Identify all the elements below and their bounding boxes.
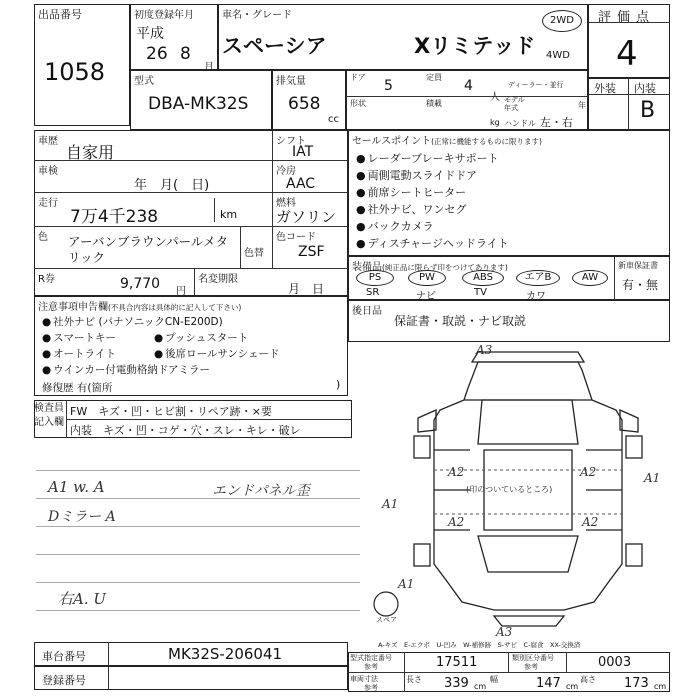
inspector-label: 検査員 記入欄 <box>34 403 64 428</box>
hand-note-4: エンドパネル歪 <box>212 483 310 499</box>
int-value: B <box>640 98 656 123</box>
seats-unit: 人 <box>490 92 500 103</box>
history-value: 自家用 <box>66 143 115 162</box>
color-code-label: 色コード <box>276 232 316 243</box>
height-label: 高さ <box>580 675 596 684</box>
class-no-ref: 参考 <box>524 663 538 671</box>
inspector-row1: FW キズ・凹・ヒビ割・リペア跡・×要 <box>70 405 272 418</box>
score-value: 4 <box>616 34 638 74</box>
equipment-label: 装備品 <box>352 262 382 273</box>
type-value: DBA-MK32S <box>148 94 249 114</box>
sales-point-item: ● レーダーブレーキサポート <box>356 150 509 167</box>
type-no-value: 17511 <box>436 655 478 670</box>
damage-mark: A1 <box>382 497 399 511</box>
equip-airbag: エアB <box>516 270 560 286</box>
sales-points-list <box>356 150 509 252</box>
attachments-value: 保証書・取説・ナビ取説 <box>394 314 527 328</box>
shift-label: シフト <box>276 136 306 147</box>
handle-value: 左・右 <box>540 116 573 129</box>
engine-unit: cc <box>328 114 339 125</box>
doors-label: ドア <box>350 73 366 82</box>
chassis-value: MK32S-206041 <box>168 645 283 663</box>
equip-sr: SR <box>366 287 380 298</box>
color-label: 色 <box>38 232 48 243</box>
equip-tv: TV <box>474 287 487 298</box>
sales-points-label: セールスポイント <box>352 136 432 147</box>
mileage-unit: km <box>220 208 238 221</box>
reg-month: 8 <box>180 44 191 64</box>
ext-label: 外装 <box>594 82 616 95</box>
note-item: ● ウインカー付電動格納ドアミラー <box>42 362 344 378</box>
dealer-label: ディーラー・並行 <box>508 81 564 89</box>
dim-ref: 参考 <box>364 684 378 692</box>
damage-mark: A2 <box>582 515 599 529</box>
reg-year: 26 <box>146 44 168 64</box>
damage-legend: A-キズ E-エクボ U-凹み W-補修跡 S-サビ C-腐食 XX-交換済 <box>378 641 581 649</box>
equip-ps: PS <box>356 270 394 286</box>
dim-label: 車両寸法 <box>350 675 378 683</box>
equip-pw: PW <box>408 270 446 286</box>
recycle-value: 9,770 <box>120 276 161 292</box>
type-no-ref: 参考 <box>364 663 378 671</box>
shape-label: 形状 <box>350 99 366 108</box>
nameplate-label: 名変期限 <box>198 274 238 285</box>
drive-4wd: 4WD <box>546 50 570 61</box>
repair-close-paren: ) <box>336 378 341 391</box>
color-code: ZSF <box>298 244 325 260</box>
registration-label: 登録番号 <box>42 674 86 687</box>
chassis-label: 車台番号 <box>42 650 86 663</box>
model-label: 車名・グレード <box>222 10 292 21</box>
note-item: ● スマートキー <box>42 330 134 346</box>
note-item: ● 後席ロールサンシェード <box>154 346 279 362</box>
hand-note-3: 右A. U <box>58 590 107 608</box>
sales-point-item: ● 両側電動スライドドア <box>356 167 509 184</box>
engine-label: 排気量 <box>276 76 306 87</box>
reg-month-unit: 月 <box>204 62 214 73</box>
damage-mark: A1 <box>644 471 661 485</box>
mileage-value: 7万4千238 <box>70 207 159 227</box>
recycle-unit: 円 <box>176 286 186 297</box>
ac-value: AAC <box>286 176 316 192</box>
inspection-value: 年 月( 日) <box>134 178 210 193</box>
sales-point-item: ● 社外ナビ、ワンセグ <box>356 201 509 218</box>
height-value: 173 <box>624 676 649 691</box>
sales-point-item: ● ディスチャージヘッドライト <box>356 235 509 252</box>
note-item: ● 社外ナビ (パナソニックCN-E200D) <box>42 314 344 330</box>
int-label: 内装 <box>634 82 656 95</box>
damage-mark: A3 <box>476 343 493 357</box>
damage-mark: A3 <box>496 625 513 639</box>
history-label: 車歴 <box>38 136 58 147</box>
equip-abs: ABS <box>462 270 504 286</box>
width-label: 幅 <box>490 675 498 684</box>
equip-aw: AW <box>572 270 608 286</box>
hand-note-2: Dミラー A <box>48 509 116 525</box>
fuel-value: ガソリン <box>276 208 337 226</box>
inspection-label: 車検 <box>38 166 58 177</box>
score-label: 評価点 <box>598 10 656 25</box>
engine-value: 658 <box>288 94 321 114</box>
newcar-label: 新車保証書 <box>618 261 658 270</box>
newcar-value: 有・無 <box>622 278 659 292</box>
hand-note-1: A1 w. A <box>48 478 105 496</box>
sales-point-item: ● 前席シートヒーター <box>356 184 509 201</box>
model-year-label: モデル 年式 <box>504 96 525 112</box>
car-diagram <box>360 340 670 640</box>
notes-note: (不具合内容は具体的に記入して下さい) <box>108 303 242 312</box>
attachments-label: 後日品 <box>352 306 382 317</box>
type-no-label: 型式指定番号 <box>350 654 392 662</box>
note-item: ● プッシュスタート <box>154 330 248 346</box>
sales-point-item: ● バックカメラ <box>356 218 509 235</box>
length-unit: cm <box>474 682 487 691</box>
load-label: 積載 <box>426 99 442 108</box>
handle-label: ハンドル <box>504 119 536 128</box>
notes-label: 注意事項申告欄 <box>38 302 108 313</box>
lot-label: 出品番号 <box>38 8 82 21</box>
notes-list <box>42 314 344 396</box>
damage-mark: A2 <box>448 465 465 479</box>
note-item: ● オートライト <box>42 346 134 362</box>
type-label: 型式 <box>134 76 154 87</box>
damage-mark: A2 <box>448 515 465 529</box>
sales-points-note: (正常に機能するものに限ります) <box>431 137 542 146</box>
height-unit: cm <box>654 682 667 691</box>
repair-history: 修復歴 有(箇所 <box>42 382 113 394</box>
width-unit: cm <box>566 682 579 691</box>
ac-label: 冷房 <box>276 166 296 177</box>
width-value: 147 <box>536 676 561 691</box>
reg-era: 平成 <box>136 26 164 42</box>
drive-2wd: 2WD <box>542 10 582 32</box>
damage-mark: A1 <box>398 577 415 591</box>
equipment-note: (純正品に限らず印をつけてあります) <box>382 263 508 272</box>
color-swap-label: 色替 <box>244 248 264 259</box>
shift-value: IAT <box>292 144 314 160</box>
color-value: アーバンブラウンパールメタリック <box>68 234 229 265</box>
length-label: 長さ <box>406 675 422 684</box>
equip-leather: カワ <box>526 291 546 302</box>
class-no-value: 0003 <box>598 655 632 670</box>
reg-label: 初度登録年月 <box>134 10 194 21</box>
doors-value: 5 <box>384 78 393 94</box>
inspector-row2: 内装 キズ・凹・コゲ・穴・スレ・キレ・破レ <box>70 424 301 437</box>
recycle-label: R券 <box>38 274 55 285</box>
damage-mark: A2 <box>580 465 597 479</box>
class-no-label: 類別区分番号 <box>512 654 554 662</box>
spare-label: スペア <box>376 616 397 624</box>
model-year-unit: 年 <box>578 101 586 110</box>
equip-navi: ナビ <box>416 291 436 302</box>
diagram-note: (印のついているところ) <box>466 485 553 494</box>
fuel-label: 燃料 <box>276 198 296 209</box>
length-value: 339 <box>444 676 469 691</box>
load-unit: kg <box>490 118 500 127</box>
seats-value: 4 <box>464 78 473 94</box>
model-name: スペーシア <box>222 34 327 58</box>
nameplate-value: 月 日 <box>288 282 325 296</box>
model-grade: Xリミテッド <box>414 34 536 58</box>
mileage-label: 走行 <box>38 198 58 209</box>
seats-label: 定員 <box>426 73 442 82</box>
lot-number: 1058 <box>44 58 106 86</box>
